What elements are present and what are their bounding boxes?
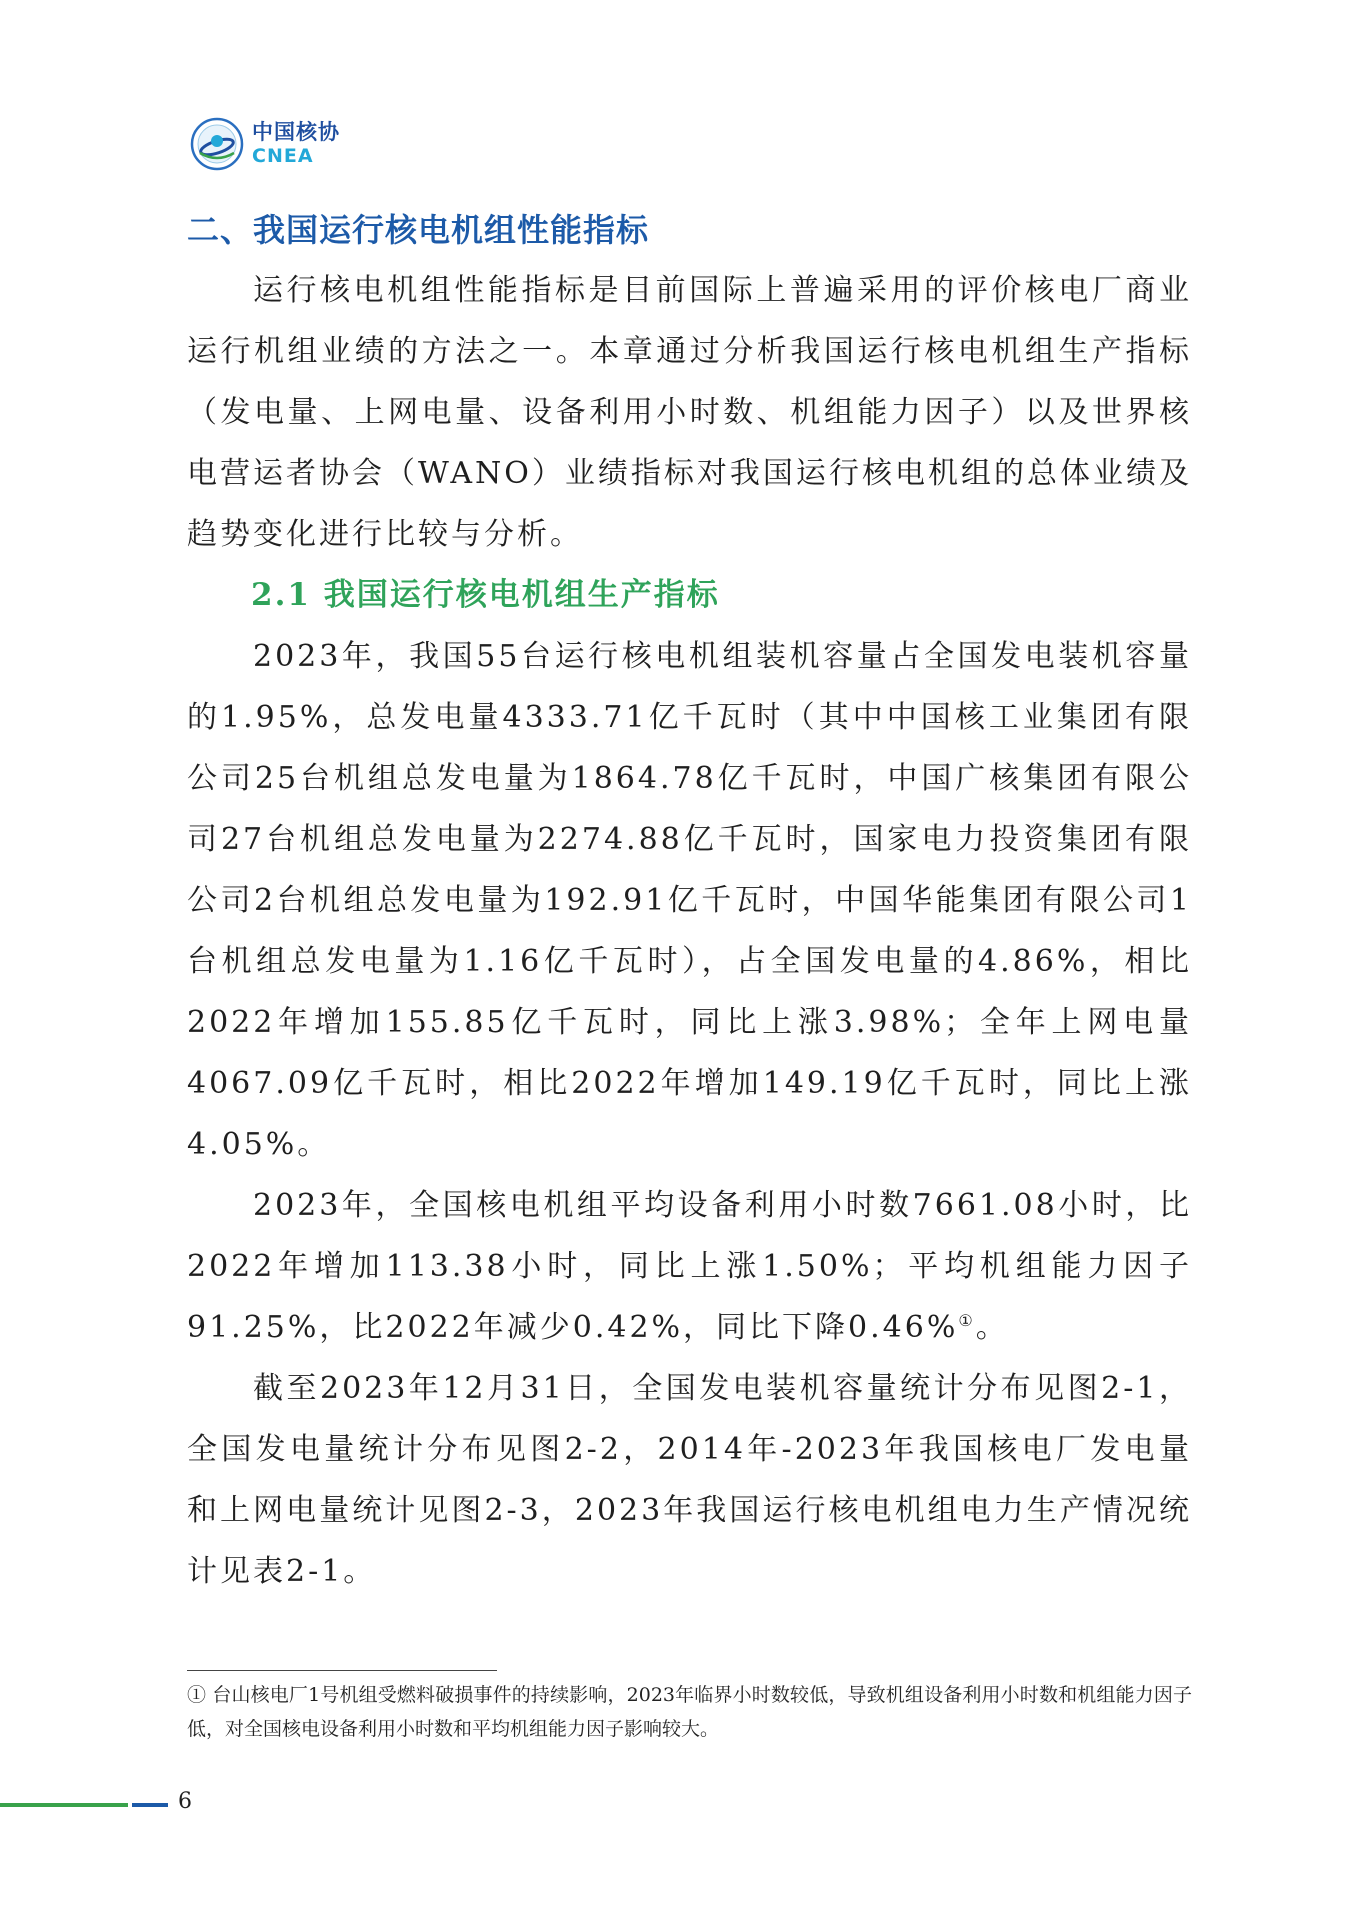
footer-green-bar: [0, 1803, 128, 1807]
paragraph-utilization-end: 。: [975, 1310, 1009, 1345]
footnote-divider: [187, 1670, 497, 1671]
section-title: 二、我国运行核电机组性能指标: [187, 211, 650, 249]
logo-cn-text: 中国核协: [252, 120, 340, 144]
footnote-reference[interactable]: ①: [958, 1311, 976, 1330]
footnote: ① 台山核电厂1号机组受燃料破损事件的持续影响，2023年临界小时数较低，导致机组设备利用小时数和机组能力因子低，对全国核电设备利用小时数和平均机组能力因子影响较大。: [187, 1684, 1192, 1740]
cnea-logo: [190, 117, 340, 171]
paragraph-figures-reference: 截至2023年12月31日，全国发电装机容量统计分布见图2-1，全国发电量统计分布见图2-2，2014年-2023年我国核电厂发电量和上网电量统计见图2-3，2023年我国运行核电机组电力生产情况统计见表2-1。: [187, 1371, 1192, 1589]
page-number: 6: [178, 1789, 192, 1814]
intro-paragraph: 运行核电机组性能指标是目前国际上普遍采用的评价核电厂商业运行机组业绩的方法之一。本章通过分析我国运行核电机组生产指标（发电量、上网电量、设备利用小时数、机组能力因子）以及世界核电营运者协会（WANO）业绩指标对我国运行核电机组的总体业绩及趋势变化进行比较与分析。: [187, 273, 1192, 552]
main-content: [187, 200, 1192, 1602]
paragraph-generation: 2023年，我国55台运行核电机组装机容量占全国发电装机容量的1.95%，总发电量4333.71亿千瓦时（其中中国核工业集团有限公司25台机组总发电量为1864.78亿千瓦时，中国广核集团有限公司27台机组总发电量为2274.88亿千瓦时，国家电力投资集团有限公司2台机组总发电量为192.91亿千瓦时，中国华能集团有限公司1台机组总发电量为1.16亿千瓦时），占全国发电量的4.86%，相比2022年增加155.85亿千瓦时，同比上涨3.98%；全年上网电量4067.09亿千瓦时，相比2022年增加149.19亿千瓦时，同比上涨4.05%。: [187, 639, 1192, 1162]
subsection-title: 2.1 我国运行核电机组生产指标: [251, 577, 720, 613]
footer-blue-bar: [132, 1803, 168, 1807]
paragraph-utilization-text: 2023年，全国核电机组平均设备利用小时数7661.08小时，比2022年增加113.38小时，同比上涨1.50%；平均机组能力因子91.25%，比2022年减少0.42%，同比下降0.46%: [187, 1188, 1192, 1345]
cnea-emblem-icon: [190, 117, 244, 171]
logo-en-text: CNEA: [252, 145, 314, 167]
paragraph-utilization: [187, 1175, 1192, 1358]
